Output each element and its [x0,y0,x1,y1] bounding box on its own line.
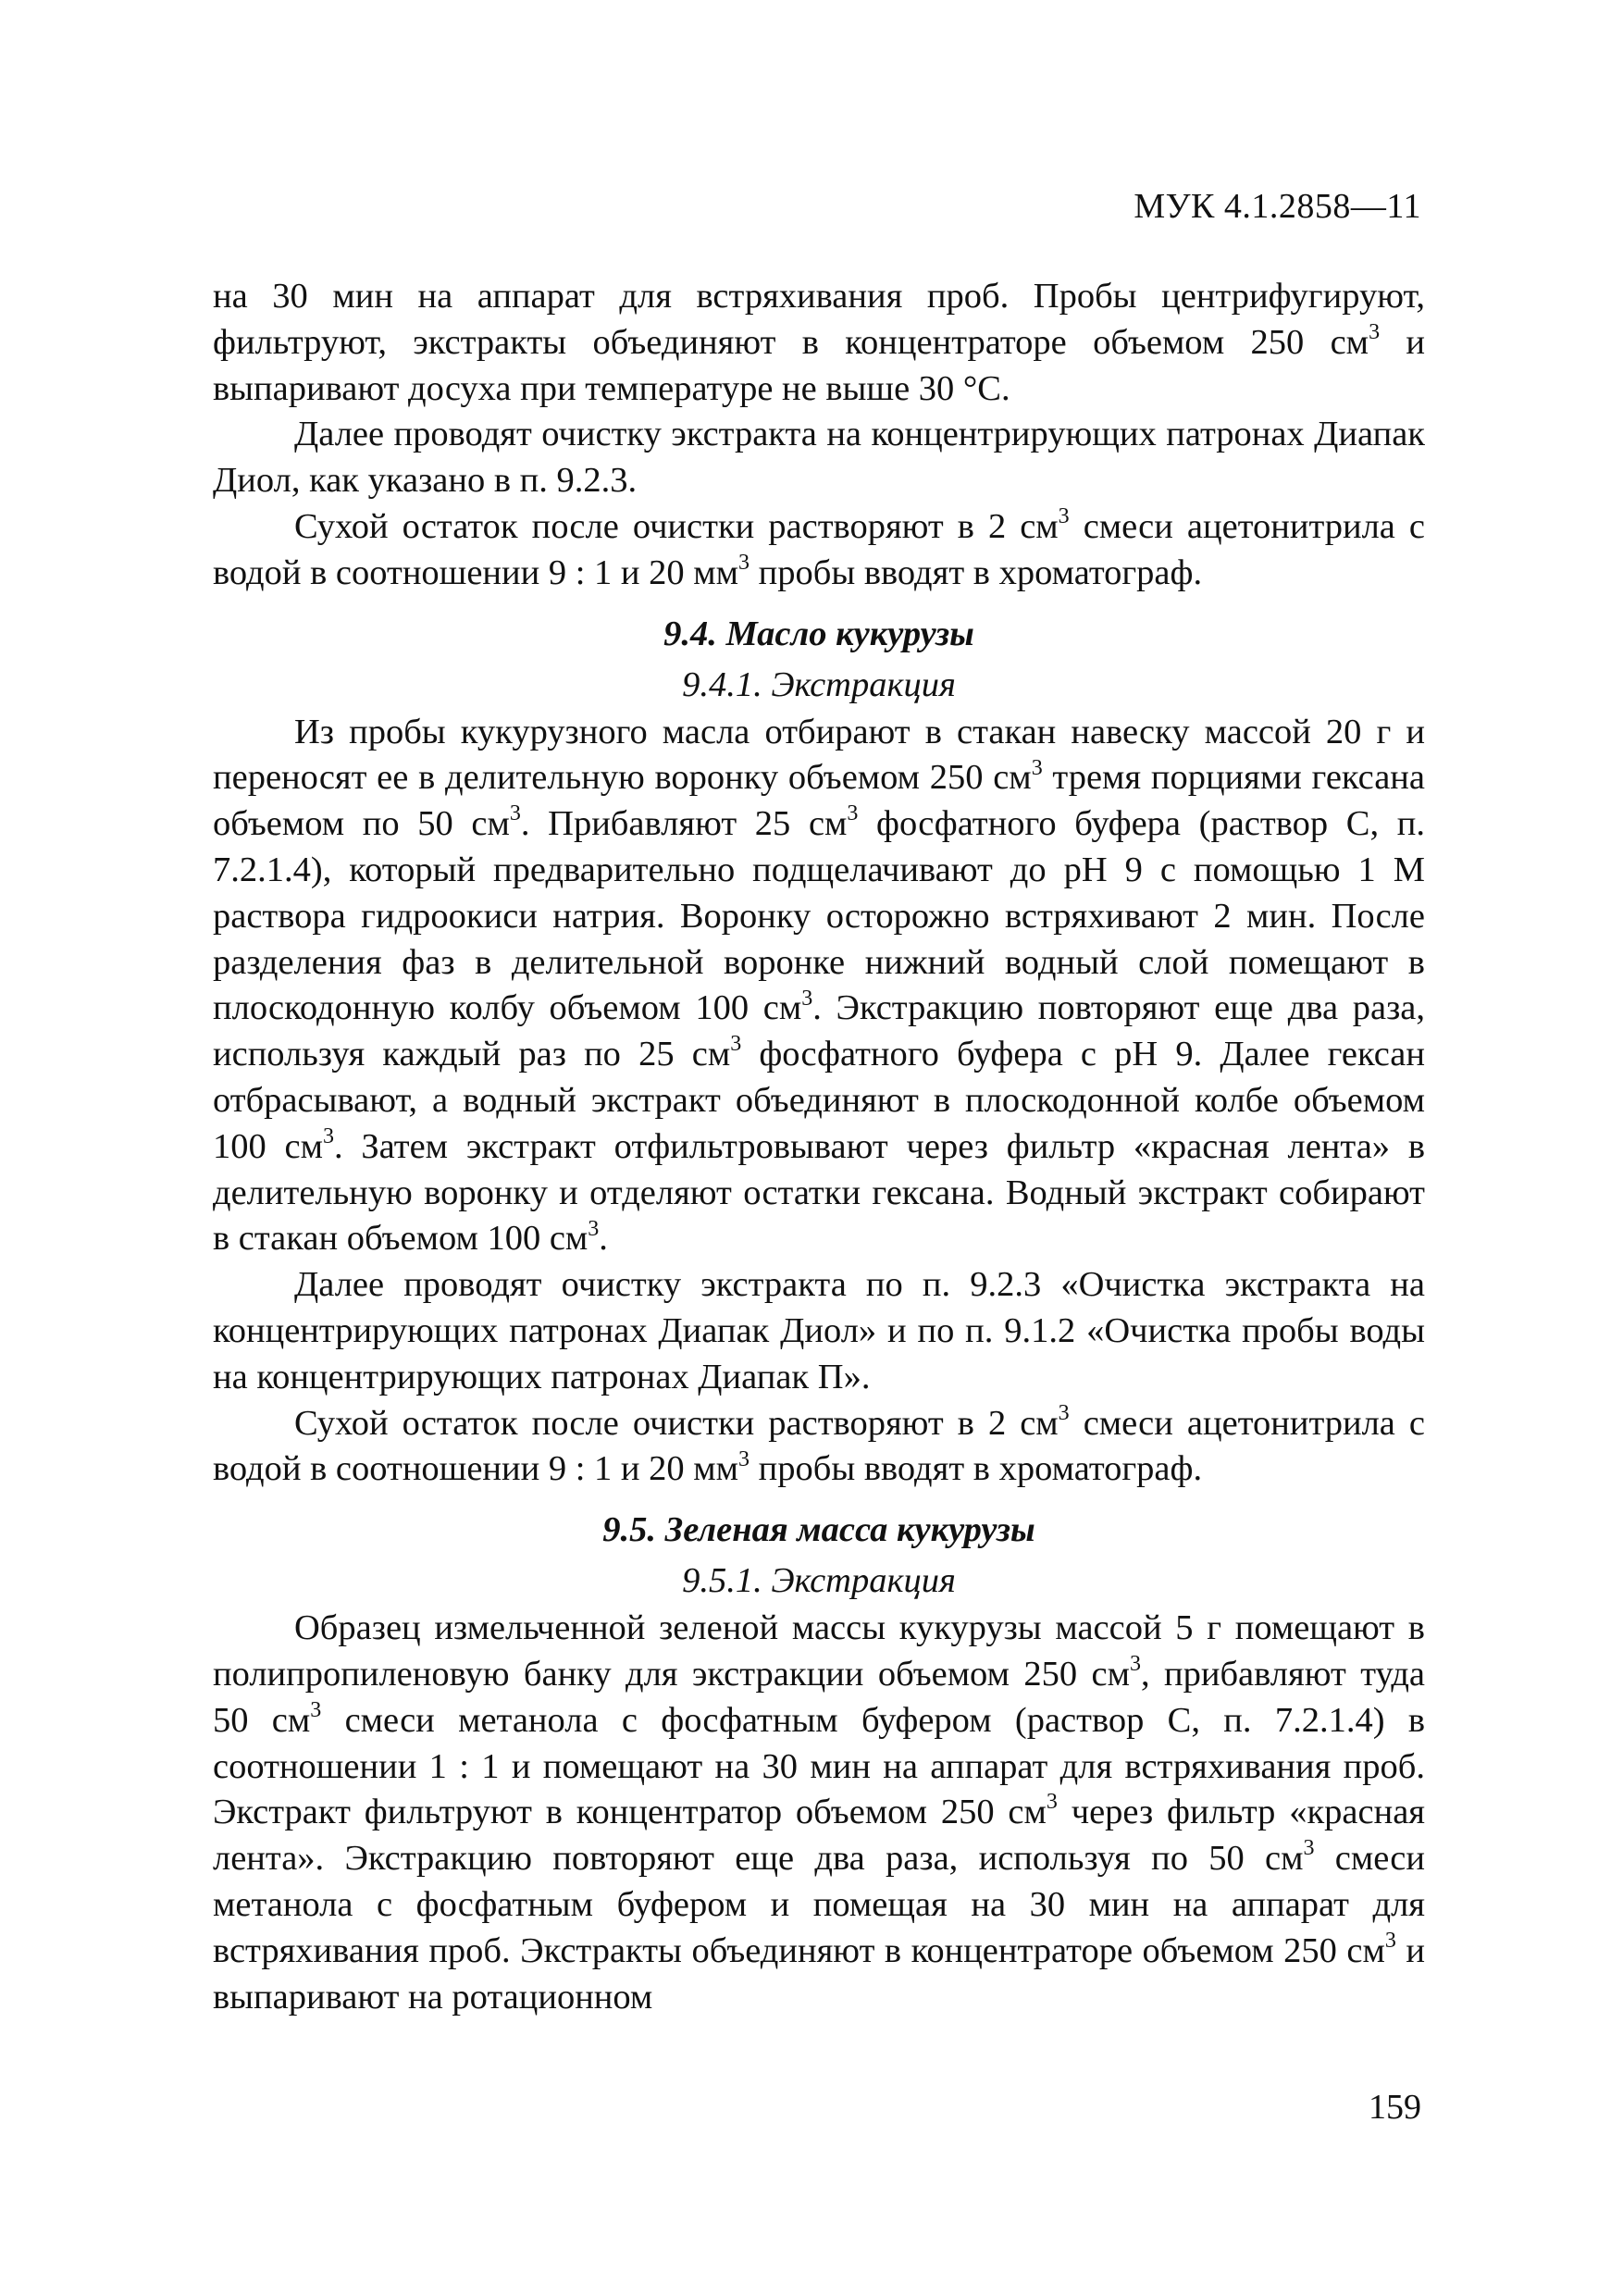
paragraph-green-mass-extraction: Образец измельченной зеленой массы кукурузы массой 5 г помещают в полипропиленовую банку для экстракции объемом 250 $см^3$, прибавляют туда 50 $см^3$ смеси метанола с фосфатным буфером (раствор С, п. 7.2.1.4) в соотношении 1 : 1 и помещают на 30 мин на аппарат для встряхивания проб. Экстракт фильтруют в концентратор объемом 250 $см^3$ через фильтр «красная лента». Экстракцию повторяют еще два раза, используя по 50 $см^3$ смеси метанола с фосфатным буфером и помещая на 30 мин на аппарат для встряхивания проб. Экстракты объединяют в концентраторе объемом 250 $см^3$ и выпаривают на ротационном [213,1608,1426,2017]
paragraph-oil-dissolve: Сухой остаток после очистки растворяют в 2 $см^3$ смеси ацетонитрила с водой в соотношении 9 : 1 и 20 $мм^3$ пробы вводят в хроматограф. [213,1400,1426,1489]
paragraph-oil-cleanup: Далее проводят очистку экстракта по п. 9.2.3 «Очистка экстракта на концентрирующих патронах Диапак Диол» и по п. 9.1.2 «Очистка пробы воды на концентрирующих патронах Диапак П». [213,1265,1425,1396]
paragraph-cleanup-ref: Далее проводят очистку экстракта на концентрирующих патронах Диапак Диол, как указано в п. 9.2.3. [213,415,1425,501]
body-text [213,274,1425,2020]
subsection-heading-9-5-1: 9.5.1. Экстракция [682,1561,956,1601]
subsection-heading-9-4-1: 9.4.1. Экстракция [682,664,956,704]
section-heading-9-4: 9.4. Масло кукурузы [663,614,974,653]
page-number: 159 [1369,2088,1421,2127]
document-id-header: МУК 4.1.2858—11 [1134,187,1421,226]
paragraph-continuation: на 30 мин на аппарат для встряхивания проб. Пробы центрифугируют, фильтруют, экстракты объединяют в концентраторе объемом 250 $см^3$ и выпаривают досуха при температуре не выше 30 °С. [213,277,1425,408]
paragraph-oil-extraction: Из пробы кукурузного масла отбирают в стакан навеску массой 20 г и переносят ее в делительную воронку объемом 250 $см^3$ тремя порциями гексана объемом по 50 $см^3$. Прибавляют 25 $см^3$ фосфатного буфера (раствор С, п. 7.2.1.4), который предварительно подщелачивают до рН 9 с помощью 1 М раствора гидроокиси натрия. Воронку осторожно встряхивают 2 мин. После разделения фаз в делительной воронке нижний водный слой помещают в плоскодонную колбу объемом 100 $см^3$. Экстракцию повторяют еще два раза, используя каждый раз по 25 $см^3$ фосфатного буфера с рН 9. Далее гексан отбрасывают, а водный экстракт объединяют в плоскодонной колбе объемом 100 $см^3$. Затем экстракт отфильтровывают через фильтр «красная лента» в делительную воронку и отделяют остатки гексана. Водный экстракт собирают в стакан объемом 100 $см^3$. [213,712,1426,1259]
paragraph-dissolve: Сухой остаток после очистки растворяют в 2 $см^3$ смеси ацетонитрила с водой в соотношении 9 : 1 и 20 $мм^3$ пробы вводят в хроматограф. [213,504,1426,592]
section-heading-9-5: 9.5. Зеленая масса кукурузы [602,1510,1035,1550]
